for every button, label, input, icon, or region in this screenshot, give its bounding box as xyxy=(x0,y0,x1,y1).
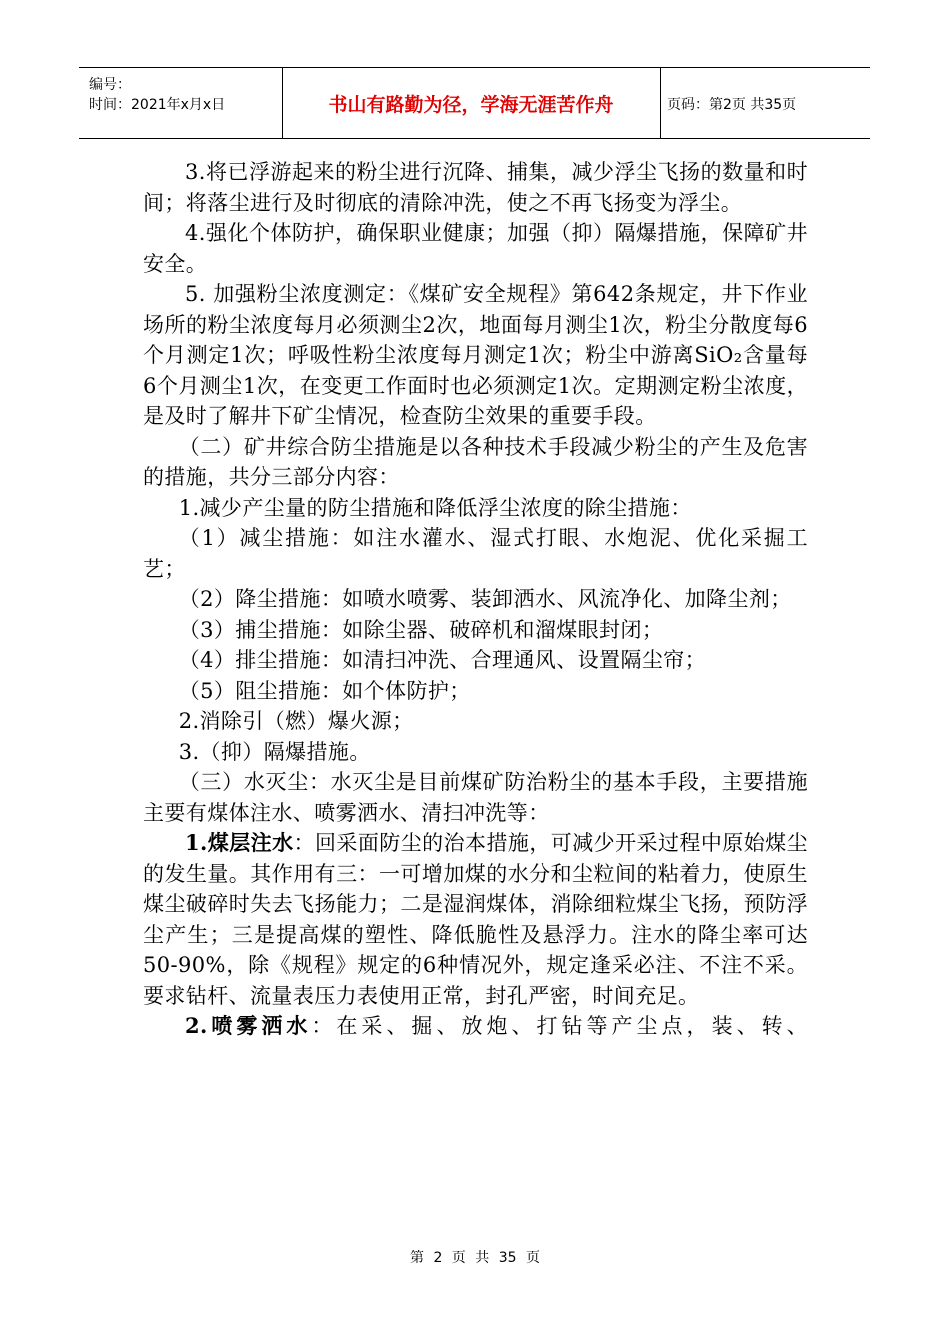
page-header xyxy=(79,67,870,139)
header-motto: 书山有路勤为径，学海无涯苦作舟 xyxy=(328,94,614,116)
paragraph-measure-2: 2.消除引（燃）爆火源； xyxy=(178,709,414,733)
paragraph-spray-water xyxy=(143,1011,808,1042)
paragraph-settle-dust: （2）降尘措施：如喷水喷雾、装卸洒水、风流净化、加降尘剂； xyxy=(178,587,792,611)
paragraph-item-5: 5. 加强粉尘浓度测定：《煤矿安全规程》第642条规定，井下作业场所的粉尘浓度每月必须测尘2次，地面每月测尘1次，粉尘分散度每6个月测定1次；呼吸性粉尘浓度每月测定1次；粉尘中游离SiO₂含量每6个月测尘1次，在变更工作面时也必须测定1次。定期测定粉尘浓度，是及时了解井下矿尘情况，检查防尘效果的重要手段。 xyxy=(143,282,808,428)
page-footer: 第 2 页 共 35 页 xyxy=(410,1250,540,1266)
document-body xyxy=(143,157,808,1042)
paragraph-measure-1: 1.减少产尘量的防尘措施和降低浮尘浓度的除尘措施： xyxy=(178,495,692,520)
header-meta-cell xyxy=(79,68,283,138)
paragraph-measure-3: 3.（抑）隔爆措施。 xyxy=(178,739,371,764)
paragraph-remove-dust: （4）排尘措施：如清扫冲洗、合理通风、设置隔尘帘； xyxy=(178,648,707,672)
document-date-label: 时间：2021年x月x日 xyxy=(89,97,226,113)
paragraph-section-2: （二）矿井综合防尘措施是以各种技术手段减少粉尘的产生及危害的措施，共分三部分内容： xyxy=(143,434,808,489)
header-page-cell xyxy=(661,68,870,138)
paragraph-section-3: （三）水灭尘：水灭尘是目前煤矿防治粉尘的基本手段，主要措施主要有煤体注水、喷雾洒水、清扫冲洗等： xyxy=(143,770,808,825)
spray-heading: 2.喷雾洒水 xyxy=(185,1013,312,1038)
paragraph-reduce-dust: （1）减尘措施：如注水灌水、湿式打眼、水炮泥、优化采掘工艺； xyxy=(143,526,808,581)
coal-seam-heading: 1.煤层注水 xyxy=(185,830,294,855)
paragraph-coal-seam-injection xyxy=(143,828,808,1011)
header-page-info: 页码：第2页 共35页 xyxy=(667,97,797,113)
spray-text: ：在采、掘、放炮、打钻等产尘点，装、转、 xyxy=(311,1014,809,1038)
paragraph-capture-dust: （3）捕尘措施：如除尘器、破碎机和溜煤眼封闭； xyxy=(178,617,664,642)
header-motto-cell xyxy=(282,68,661,138)
coal-seam-text: ：回采面防尘的治本措施，可减少开采过程中原始煤尘的发生量。其作用有三：一可增加煤的水分和尘粒间的粘着力，使原生煤尘破碎时失去飞扬能力；二是湿润煤体，消除细粒煤尘飞扬，预防浮尘产生；三是提高煤的塑性、降低脆性及悬浮力。注水的降尘率可达50-90%，除《规程》规定的6种情况外，规定逢采必注、不注不采。要求钻杆、流量表压力表使用正常，封孔严密，时间充足。 xyxy=(143,831,808,1008)
paragraph-block-dust: （5）阻尘措施：如个体防护； xyxy=(178,678,471,703)
paragraph-item-4: 4.强化个体防护，确保职业健康；加强（抑）隔爆措施，保障矿井安全。 xyxy=(143,221,808,276)
paragraph-item-3: 3.将已浮游起来的粉尘进行沉降、捕集，减少浮尘飞扬的数量和时间；将落尘进行及时彻底的清除冲洗，使之不再飞扬变为浮尘。 xyxy=(143,160,808,215)
document-number-label: 编号： xyxy=(89,77,131,93)
